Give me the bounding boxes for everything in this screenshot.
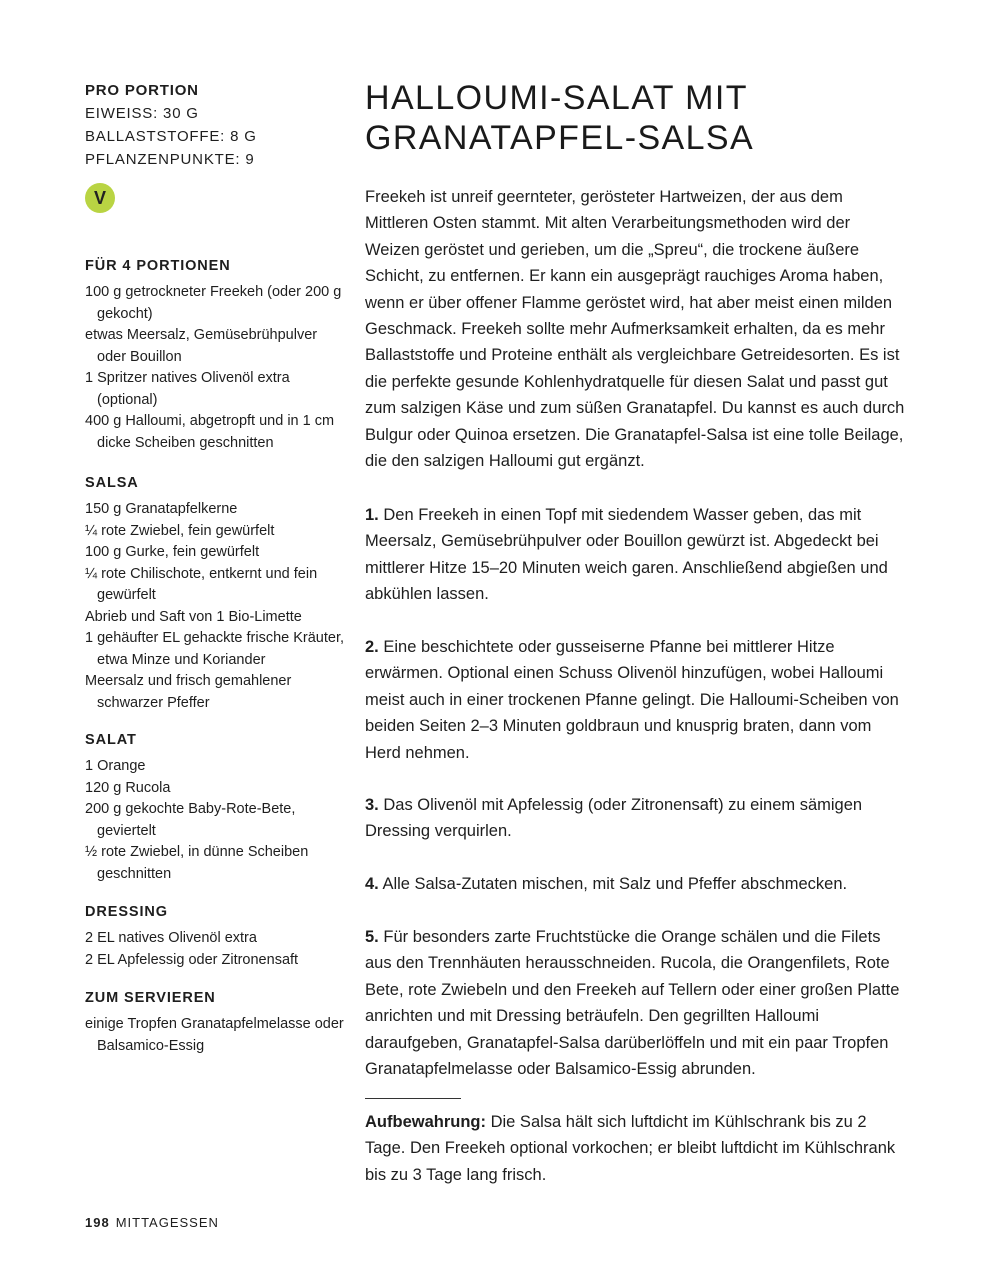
ingredient-item: ¼ rote Chilischote, entkernt und fein gewürfelt — [85, 565, 318, 603]
step-2 — [365, 634, 905, 766]
sidebar — [85, 80, 345, 1054]
section-heading: SALSA — [85, 475, 139, 491]
section-heading: FÜR 4 PORTIONEN — [85, 258, 231, 274]
ingredient-list — [85, 499, 345, 714]
ingredient-item: ¼ rote Zwiebel, fein gewürfelt — [85, 522, 275, 539]
step-1 — [365, 502, 905, 608]
recipe-title-line1: HALLOUMI-SALAT MIT — [365, 79, 748, 117]
ingredient-item: 100 g getrockneter Freekeh (oder 200 g gekocht) — [85, 284, 342, 322]
step-3 — [365, 792, 905, 845]
section-heading: SALAT — [85, 732, 137, 748]
page-number: 198 — [85, 1215, 110, 1230]
ingredient-item: Meersalz und frisch gemahlener schwarzer Pfeffer — [85, 673, 292, 711]
recipe-title — [365, 78, 910, 158]
section-heading: ZUM SERVIEREN — [85, 990, 216, 1006]
step-5 — [365, 924, 905, 1082]
step-text: Alle Salsa-Zutaten mischen, mit Salz und Pfeffer abschmecken. — [382, 875, 848, 893]
step-text: Das Olivenöl mit Apfelessig (oder Zitronensaft) zu einem sämigen Dressing verquirlen. — [365, 796, 863, 841]
step-number: 4. — [365, 875, 379, 893]
step-number: 3. — [365, 796, 379, 814]
ingredient-item: 200 g gekochte Baby-Rote-Bete, geviertelt — [85, 801, 296, 839]
storage-note — [365, 1109, 905, 1188]
ingredient-item: ½ rote Zwiebel, in dünne Scheiben geschnitten — [85, 844, 309, 882]
section-heading: DRESSING — [85, 904, 168, 920]
ingredient-item: 2 EL Apfelessig oder Zitronensaft — [85, 951, 299, 968]
step-4 — [365, 871, 905, 897]
ingredient-item: einige Tropfen Granatapfelmelasse oder Balsamico-Essig — [85, 1016, 344, 1054]
ingredient-item: 1 Spritzer natives Olivenöl extra (optional) — [85, 370, 290, 408]
storage-text: Die Salsa hält sich luftdicht im Kühlschrank bis zu 2 Tage. Den Freekeh optional vorkochen; er bleibt luftdicht im Kühlschrank bis zu 3 Tage lang frisch. — [365, 1113, 896, 1184]
ingredient-item: etwas Meersalz, Gemüsebrühpulver oder Bouillon — [85, 327, 318, 365]
vegetarian-badge-icon: V — [85, 183, 115, 213]
nutrition-plant-points: PFLANZENPUNKTE: 9 — [85, 151, 255, 168]
section-serving — [85, 990, 345, 1057]
step-number: 2. — [365, 638, 379, 656]
ingredient-item: 1 gehäufter EL gehackte frische Kräuter, etwa Minze und Koriander — [85, 630, 345, 668]
ingredient-item: 400 g Halloumi, abgetropft und in 1 cm dicke Scheiben geschnitten — [85, 413, 335, 451]
chapter-name: MITTAGESSEN — [115, 1215, 219, 1230]
ingredient-item: 150 g Granatapfelkerne — [85, 501, 238, 517]
ingredient-list — [85, 928, 345, 971]
nutrition-fiber: BALLASTSTOFFE: 8 G — [85, 128, 257, 145]
section-salsa — [85, 475, 345, 714]
section-salad — [85, 732, 345, 885]
nutrition-heading: PRO PORTION — [85, 82, 199, 99]
ingredient-list — [85, 756, 345, 885]
recipe-title-line2: GRANATAPFEL-SALSA — [365, 119, 755, 157]
divider — [365, 1098, 461, 1099]
step-number: 5. — [365, 928, 379, 946]
section-dressing — [85, 904, 345, 971]
ingredient-item: 120 g Rucola — [85, 779, 171, 796]
step-number: 1. — [365, 506, 379, 524]
section-portions — [85, 258, 345, 454]
ingredient-item: Abrieb und Saft von 1 Bio-Limette — [85, 608, 302, 625]
nutrition-protein: EIWEISS: 30 G — [85, 105, 199, 122]
storage-label: Aufbewahrung: — [365, 1113, 486, 1131]
ingredient-list — [85, 1014, 345, 1057]
ingredient-list — [85, 282, 345, 454]
step-text: Eine beschichtete oder gusseiserne Pfanne bei mittlerer Hitze erwärmen. Optional einen Schuss Olivenöl hinzufügen, wobei Halloumi meist auch in einer trockenen Pfanne gelingt. Die Halloumi-Scheiben von beiden Seiten 2–3 Minuten goldbraun und knusprig braten, dann vom Herd nehmen. — [365, 638, 899, 762]
page-footer — [85, 1215, 219, 1230]
step-text: Den Freekeh in einen Topf mit siedendem Wasser geben, das mit Meersalz, Gemüsebrühpulver oder Bouillon gewürzt ist. Abgedeckt bei mittlerer Hitze 15–20 Minuten weich garen. Anschließend abgießen und abkühlen lassen. — [365, 506, 888, 604]
recipe-body — [365, 78, 910, 1184]
ingredient-item: 100 g Gurke, fein gewürfelt — [85, 544, 260, 560]
intro-paragraph: Freekeh ist unreif geernteter, gerösteter Hartweizen, der aus dem Mittleren Osten stammt. Mit alten Verarbeitungsmethoden wird der Weizen geröstet und gerieben, um die „Spreu“, die trockene äußere Schicht, zu entfernen. Er kann ein ausgeprägt rauchiges Aroma haben, wenn er über offener Flamme geröstet wird, hat aber meist einen milden Geschmack. Freekeh sollte mehr Aufmerksamkeit erhalten, da es mehr Ballaststoffe und Proteine enthält als vergleichbare Getreidesorten. Es ist die perfekte gesunde Kohlenhydratquelle für diesen Salat und passt gut zum salzigen Käse und zum süßen Granatapfel. Du kannst es auch durch Bulgur oder Quinoa ersetzen. Die Granatapfel-Salsa ist eine tolle Beilage, die den salzigen Halloumi gut ergänzt. — [365, 188, 905, 471]
step-text: Für besonders zarte Fruchtstücke die Orange schälen und die Filets aus den Trennhäuten herausschneiden. Rucola, die Orangenfilets, Rote Bete, rote Zwiebeln und den Freekeh auf Tellern oder einer großen Platte anrichten und mit Dressing beträufeln. Den gegrillten Halloumi daraufgeben, Granatapfel-Salsa darüberlöffeln und mit ein paar Tropfen Granatapfelmelasse oder Balsamico-Essig abrunden. — [365, 928, 900, 1079]
ingredient-item: 1 Orange — [85, 758, 146, 774]
ingredient-item: 2 EL natives Olivenöl extra — [85, 930, 257, 946]
